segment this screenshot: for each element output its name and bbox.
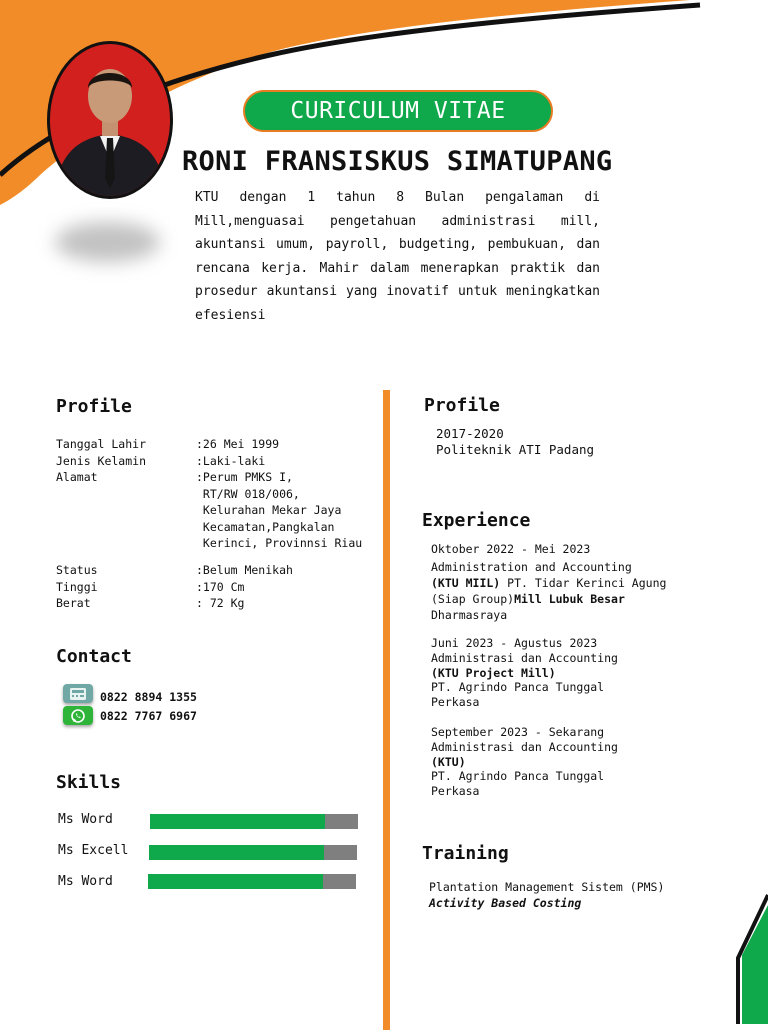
job-period: September 2023 - Sekarang: [431, 725, 605, 739]
education-heading: Profile: [424, 395, 500, 416]
skill-bar: [150, 814, 358, 829]
training-list: [429, 879, 664, 911]
job-role: Administrasi dan Accounting: [431, 650, 618, 665]
job-company: PT. Agrindo Panca Tunggal: [431, 769, 605, 784]
profile-value: : 72 Kg: [196, 596, 245, 610]
skill-name: Ms Word: [58, 812, 113, 827]
profile-value: Kerinci, Provinnsi Riau: [196, 536, 363, 550]
cv-title: CURICULUM VITAE: [290, 98, 506, 124]
cv-title-badge: [243, 90, 553, 132]
profile-label: Tanggal Lahir: [56, 437, 147, 451]
training-heading: Training: [422, 843, 509, 864]
training-item: Plantation Management Sistem (PMS): [429, 880, 665, 894]
experience-item: [431, 541, 666, 623]
education-period: 2017-2020: [436, 426, 504, 441]
phone-number-1[interactable]: 0822 8894 1355: [100, 690, 197, 704]
profile-values-2: [196, 562, 293, 612]
contact-heading: Contact: [56, 646, 132, 667]
job-unit: Mill Lubuk Besar: [514, 592, 625, 606]
skill-name: Ms Excell: [58, 843, 129, 858]
training-item: Activity Based Costing: [429, 896, 582, 910]
job-title: (KTU): [431, 754, 466, 769]
job-role: Administrasi dan Accounting: [431, 739, 618, 754]
job-role: Administration and Accounting: [431, 560, 632, 574]
calculator-icon: [63, 684, 93, 703]
skill-bar-fill: [149, 845, 324, 860]
job-period: Juni 2023 - Agustus 2023: [431, 636, 598, 650]
profile-heading: Profile: [56, 396, 132, 417]
profile-value: :Laki-laki: [196, 453, 266, 468]
phone-number-2[interactable]: 0822 7767 6967: [100, 709, 197, 723]
profile-label: Berat: [56, 596, 91, 610]
profile-label: Alamat: [56, 470, 98, 484]
whatsapp-icon: [63, 706, 93, 725]
profile-value: :Perum PMKS I,: [196, 470, 293, 484]
profile-values: [196, 436, 362, 552]
profile-label: Status: [56, 563, 98, 577]
job-location: Dharmasraya: [431, 608, 508, 622]
full-name: RONI FRANSISKUS SIMATUPANG: [182, 146, 613, 177]
profile-label: Jenis Kelamin: [56, 453, 147, 468]
education-school: Politeknik ATI Padang: [436, 442, 595, 457]
education-entry: [436, 426, 594, 458]
profile-value: :26 Mei 1999: [196, 437, 280, 451]
skill-bar: [148, 874, 356, 889]
profile-labels-2: [56, 562, 98, 612]
skill-bar-fill: [150, 814, 325, 829]
job-company: PT. Tidar Kerinci Agung: [500, 576, 667, 590]
profile-photo: [44, 38, 176, 202]
profile-value: :Belum Menikah: [196, 563, 293, 577]
job-company-line: [431, 575, 666, 591]
photo-shadow: [55, 222, 160, 262]
job-title: (KTU Project Mill): [431, 665, 556, 680]
profile-value: :170 Cm: [196, 579, 245, 594]
job-group-line: [431, 591, 666, 607]
experience-item: [431, 636, 618, 710]
experience-item: [431, 725, 618, 799]
job-location: Perkasa: [431, 695, 480, 710]
profile-value: Kecamatan,Pangkalan: [196, 519, 335, 534]
profile-label: Tinggi: [56, 579, 98, 594]
summary-paragraph: KTU dengan 1 tahun 8 Bulan pengalaman di Mill,menguasai pengetahuan administrasi mill, akuntansi umum, payroll, budgeting, pembukuan, dan rencana kerja. Mahir dalam menerapkan praktik dan prosedur akuntansi yang inovatif untuk meningkatkan efesiensi: [195, 190, 600, 323]
column-divider: [383, 390, 390, 1030]
job-title: (KTU MIIL): [431, 576, 501, 590]
job-location: Perkasa: [431, 784, 480, 799]
experience-heading: Experience: [422, 510, 531, 531]
skills-heading: Skills: [56, 772, 122, 793]
profile-value: Kelurahan Mekar Jaya: [196, 503, 342, 517]
skill-bar: [149, 845, 357, 860]
job-group: (Siap Group): [431, 592, 515, 606]
job-company: PT. Agrindo Panca Tunggal: [431, 680, 605, 695]
job-period: Oktober 2022 - Mei 2023: [431, 542, 591, 556]
profile-labels: [56, 436, 146, 486]
skill-bar-fill: [148, 874, 323, 889]
profile-value: RT/RW 018/006,: [196, 486, 300, 501]
skill-name: Ms Word: [58, 874, 113, 889]
